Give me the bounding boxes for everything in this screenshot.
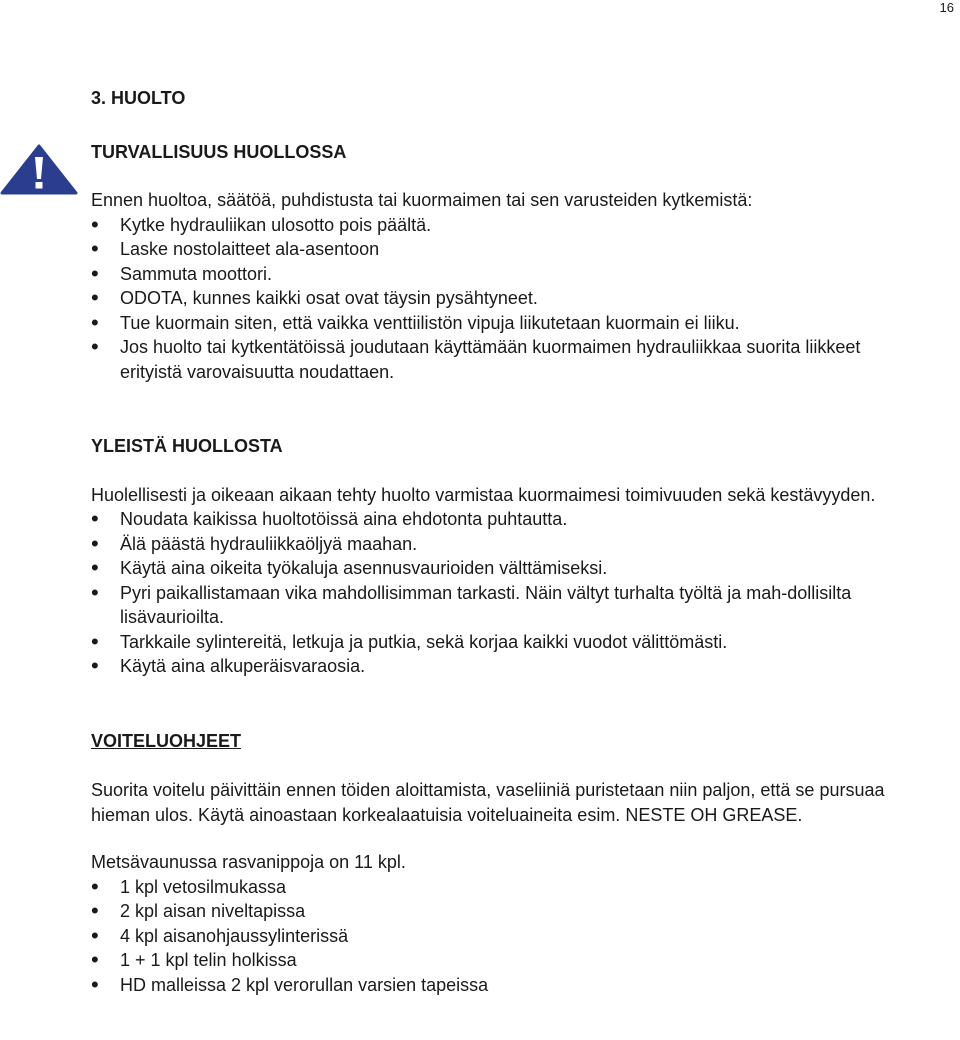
lubrication-instructions: Suorita voitelu päivittäin ennen töiden aloittamista, vaseliiniä puristetaan niin paljon, että se pursuaa hieman ulos. Käytä ainoastaan korkealaatuisia voiteluaineita esim. NESTE OH GREASE. <box>91 780 885 825</box>
list-item: • Jos huolto tai kytkentätöissä joudutaan käyttämään kuormaimen hydrauliikkaa suorita liikkeet erityistä varovaisuutta noudattaen. <box>91 335 921 384</box>
page-number: 16 <box>939 0 954 15</box>
list-item: • Käytä aina oikeita työkaluja asennusvaurioiden välttämiseksi. <box>91 556 921 581</box>
list-item: • 1 kpl vetosilmukassa <box>91 875 921 900</box>
list-item: • Älä päästä hydrauliikkaöljyä maahan. <box>91 532 921 557</box>
general-heading: YLEISTÄ HUOLLOSTA <box>91 436 283 456</box>
chapter-title: 3. HUOLTO <box>91 88 186 108</box>
list-item: • Käytä aina alkuperäisvaraosia. <box>91 654 921 679</box>
list-item: • Pyri paikallistamaan vika mahdollisimman tarkasti. Näin vältyt turhalta työltä ja mah-dollisilta lisävaurioilta. <box>91 581 921 630</box>
general-list <box>91 507 921 679</box>
list-item: • 1 + 1 kpl telin holkissa <box>91 948 921 973</box>
list-item: • 4 kpl aisanohjaussylinterissä <box>91 924 921 949</box>
general-intro: Huolellisesti ja oikeaan aikaan tehty huolto varmistaa kuormaimesi toimivuuden sekä kestävyyden. <box>91 484 876 505</box>
list-item: • HD malleissa 2 kpl verorullan varsien tapeissa <box>91 973 921 998</box>
grease-nipples-intro: Metsävaunussa rasvanippoja on 11 kpl. <box>91 852 406 872</box>
list-item: • ODOTA, kunnes kaikki osat ovat täysin pysähtyneet. <box>91 286 921 311</box>
list-item: • Kytke hydrauliikan ulosotto pois päältä. <box>91 213 921 238</box>
grease-nipples-list <box>91 875 921 998</box>
list-item: • Sammuta moottori. <box>91 262 921 287</box>
safety-list <box>91 213 921 385</box>
safety-intro: Ennen huoltoa, säätöä, puhdistusta tai kuormaimen tai sen varusteiden kytkemistä: <box>91 190 753 210</box>
safety-heading: TURVALLISUUS HUOLLOSSA <box>91 141 347 162</box>
lubrication-heading: VOITELUOHJEET <box>91 730 242 751</box>
list-item: • Tue kuormain siten, että vaikka venttiilistön vipuja liikutetaan kuormain ei liiku. <box>91 311 921 336</box>
list-item: • Laske nostolaitteet ala-asentoon <box>91 237 921 262</box>
warning-triangle-icon <box>0 143 78 195</box>
document-body <box>91 86 921 997</box>
list-item: • Noudata kaikissa huoltotöissä aina ehdotonta puhtautta. <box>91 507 921 532</box>
list-item: • Tarkkaile sylintereitä, letkuja ja putkia, sekä korjaa kaikki vuodot välittömästi. <box>91 630 921 655</box>
list-item: • 2 kpl aisan niveltapissa <box>91 899 921 924</box>
